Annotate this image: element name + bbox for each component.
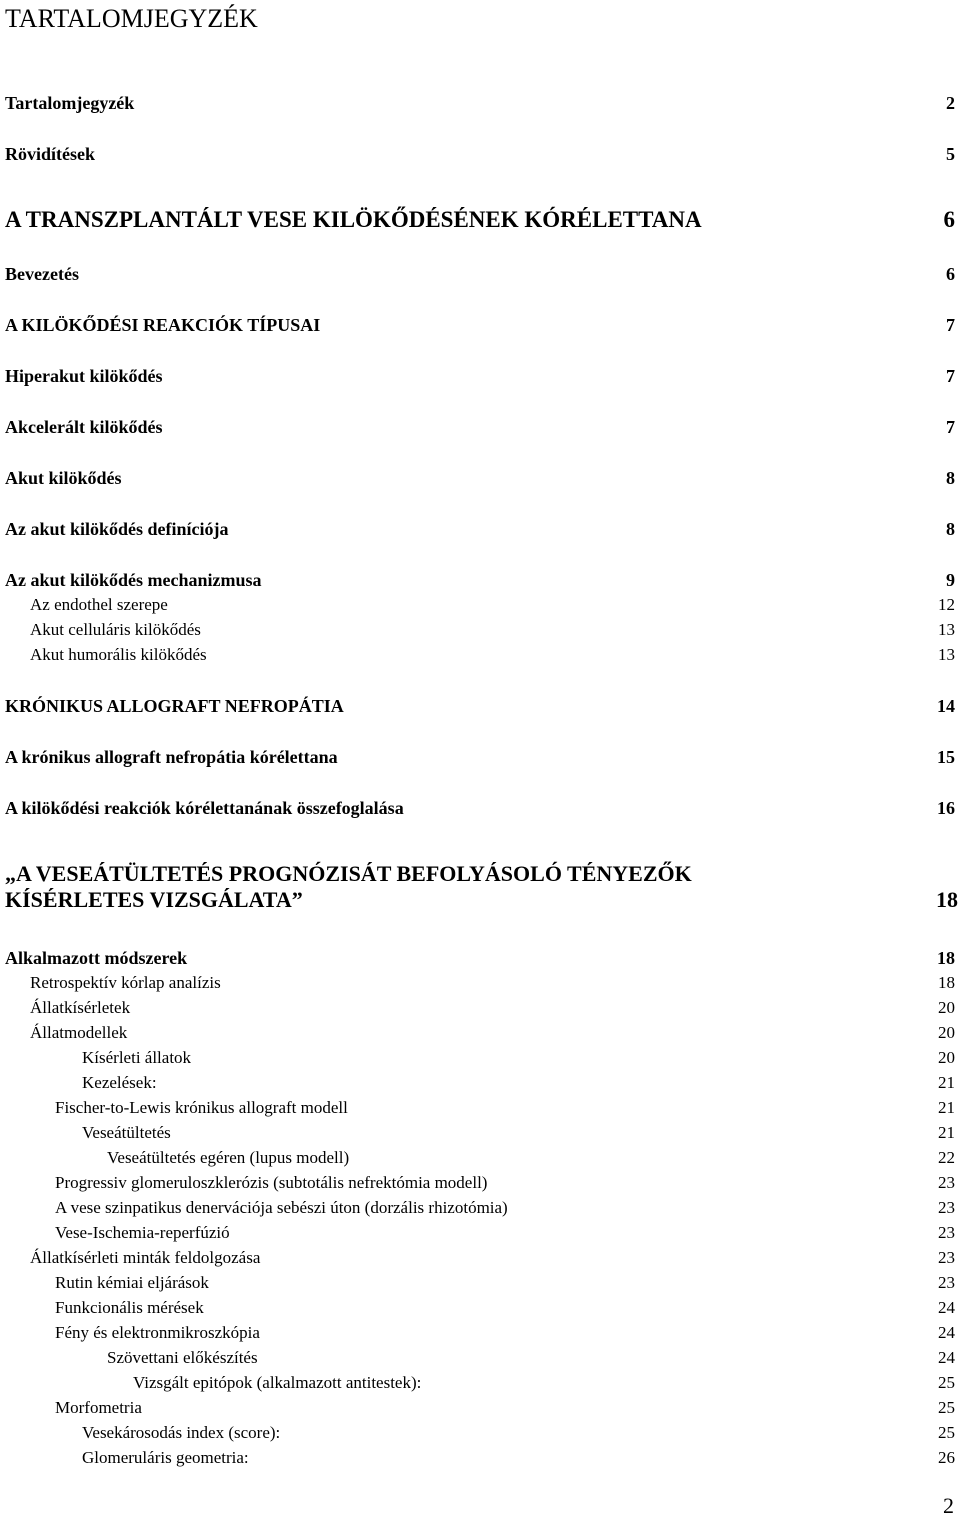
toc-entry-page-number: 22: [938, 1148, 955, 1167]
toc-entry-label: Rövidítések: [5, 144, 95, 164]
toc-entry-label: KRÓNIKUS ALLOGRAFT NEFROPÁTIA: [5, 696, 344, 716]
toc-entry[interactable]: [55, 1322, 955, 1344]
toc-entry[interactable]: [55, 1297, 955, 1319]
toc-entry-label: Akcelerált kilökődés: [5, 417, 163, 437]
toc-entry-page-number: 7: [946, 366, 955, 386]
toc-entry[interactable]: [5, 416, 955, 438]
toc-entry-label: Vesekárosodás index (score):: [82, 1423, 281, 1442]
toc-entry-page-number: 18: [938, 973, 955, 992]
toc-entry[interactable]: [5, 263, 955, 285]
toc-entry-page-number: 25: [938, 1373, 955, 1392]
toc-entry-page-number: 23: [938, 1173, 955, 1192]
toc-entry-page-number: 14: [937, 696, 955, 716]
toc-entry[interactable]: [30, 644, 955, 666]
toc-entry-label: Fischer-to-Lewis krónikus allograft modell: [55, 1098, 348, 1117]
toc-entry-page-number: 2: [946, 93, 955, 113]
toc-entry-page-number: 20: [938, 1023, 955, 1042]
toc-entry-page-number: 20: [938, 1048, 955, 1067]
toc-entry-page-number: 8: [946, 519, 955, 539]
toc-entry-page-number: 21: [938, 1123, 955, 1142]
toc-entry[interactable]: [55, 1172, 955, 1194]
toc-entry[interactable]: [5, 569, 955, 591]
toc-entry[interactable]: [5, 92, 955, 114]
toc-entry[interactable]: [82, 1122, 955, 1144]
toc-entry-page-number: 23: [938, 1248, 955, 1267]
toc-entry-page-number: 24: [938, 1348, 955, 1367]
toc-entry-page-number: 7: [946, 315, 955, 335]
toc-entry-page-number: 26: [938, 1448, 955, 1467]
toc-major-heading-line1: „A VESEÁTÜLTETÉS PROGNÓZISÁT BEFOLYÁSOLÓ TÉNYEZŐK: [5, 861, 692, 886]
toc-major-heading-page: 18: [936, 887, 958, 912]
toc-entry[interactable]: [30, 1247, 955, 1269]
toc-entry-page-number: 23: [938, 1273, 955, 1292]
toc-entry[interactable]: [82, 1422, 955, 1444]
toc-entry[interactable]: [82, 1047, 955, 1069]
toc-entry-label: Akut kilökődés: [5, 468, 122, 488]
toc-entry-page-number: 16: [937, 798, 955, 818]
toc-entry-page-number: 6: [943, 207, 955, 232]
toc-major-heading[interactable]: [5, 861, 958, 913]
toc-entry-label: Állatkísérletek: [30, 998, 131, 1017]
toc-entry[interactable]: [5, 746, 955, 768]
toc-entry-page-number: 25: [938, 1398, 955, 1417]
toc-entry[interactable]: [5, 947, 955, 969]
toc-entry[interactable]: [5, 797, 955, 819]
toc-entry-label: Funkcionális mérések: [55, 1298, 204, 1317]
toc-entry[interactable]: [5, 143, 955, 165]
toc-entry-page-number: 12: [938, 595, 955, 614]
toc-entry-label: Vizsgált epitópok (alkalmazott antitestek):: [133, 1373, 422, 1392]
toc-entry-page-number: 24: [938, 1298, 955, 1317]
toc-entry[interactable]: [55, 1097, 955, 1119]
toc-entry-page-number: 5: [946, 144, 955, 164]
toc-entry-label: Rutin kémiai eljárások: [55, 1273, 209, 1292]
toc-entry-label: Fény és elektronmikroszkópia: [55, 1323, 260, 1342]
toc-entry-page-number: 13: [938, 620, 955, 639]
toc-entry-page-number: 6: [946, 264, 955, 284]
toc-entry[interactable]: [107, 1147, 955, 1169]
toc-entry-label: Glomeruláris geometria:: [82, 1448, 249, 1467]
toc-entry-label: Morfometria: [55, 1398, 142, 1417]
toc-entry[interactable]: [30, 972, 955, 994]
toc-entry[interactable]: [82, 1447, 955, 1469]
toc-entry[interactable]: [5, 365, 955, 387]
toc-entry-page-number: 25: [938, 1423, 955, 1442]
toc-entry[interactable]: [30, 594, 955, 616]
toc-entry[interactable]: [5, 207, 955, 233]
toc-entry-page-number: 23: [938, 1198, 955, 1217]
toc-entry-page-number: 24: [938, 1323, 955, 1342]
toc-entry-label: Veseátültetés egéren (lupus modell): [107, 1148, 350, 1167]
toc-entry-page-number: 8: [946, 468, 955, 488]
toc-entry[interactable]: [5, 695, 955, 717]
toc-entry-label: Az akut kilökődés definíciója: [5, 519, 229, 539]
toc-entry[interactable]: [133, 1372, 955, 1394]
toc-entry-page-number: 21: [938, 1073, 955, 1092]
toc-entry[interactable]: [30, 619, 955, 641]
toc-entry-label: Alkalmazott módszerek: [5, 948, 188, 968]
toc-entry-label: Állatkísérleti minták feldolgozása: [30, 1248, 261, 1267]
toc-entry-label: Akut celluláris kilökődés: [30, 620, 201, 639]
toc-entry-label: Vese-Ischemia-reperfúzió: [55, 1223, 230, 1242]
toc-entry-label: A krónikus allograft nefropátia kórélettana: [5, 747, 338, 767]
page-number: 2: [943, 1493, 954, 1518]
toc-entry[interactable]: [30, 997, 955, 1019]
toc-entry-label: Szövettani előkészítés: [107, 1348, 258, 1367]
toc-entry-label: Állatmodellek: [30, 1023, 128, 1042]
page-title: TARTALOMJEGYZÉK: [5, 4, 258, 33]
toc-entry-page-number: 13: [938, 645, 955, 664]
toc-entry[interactable]: [82, 1072, 955, 1094]
toc-entry[interactable]: [30, 1022, 955, 1044]
toc-entry-page-number: 7: [946, 417, 955, 437]
toc-entry[interactable]: [107, 1347, 955, 1369]
toc-entry-label: A kilökődési reakciók kórélettanának összefoglalása: [5, 798, 404, 818]
toc-entry-label: A vese szinpatikus denervációja sebészi úton (dorzális rhizotómia): [55, 1198, 508, 1217]
toc-entry[interactable]: [55, 1197, 955, 1219]
toc-entry[interactable]: [55, 1397, 955, 1419]
toc-entry-label: Akut humorális kilökődés: [30, 645, 207, 664]
toc-entry-label: Retrospektív kórlap analízis: [30, 973, 221, 992]
toc-entry-page-number: 18: [937, 948, 955, 968]
toc-entry-page-number: 20: [938, 998, 955, 1017]
toc-entry-label: Az endothel szerepe: [30, 595, 168, 614]
toc-entry[interactable]: [5, 467, 955, 489]
toc-entry[interactable]: [55, 1222, 955, 1244]
toc-entry-page-number: 9: [946, 570, 955, 590]
toc-entry-label: Tartalomjegyzék: [5, 93, 135, 113]
toc-major-heading-line2: KÍSÉRLETES VIZSGÁLATA”: [5, 887, 303, 912]
toc-entry-page-number: 21: [938, 1098, 955, 1117]
toc-entry-label: Kezelések:: [82, 1073, 157, 1092]
toc-entry[interactable]: [55, 1272, 955, 1294]
toc-entry-label: Hiperakut kilökődés: [5, 366, 163, 386]
toc-entry[interactable]: [5, 518, 955, 540]
toc-entry-label: Bevezetés: [5, 264, 79, 284]
toc-entry-label: A KILÖKŐDÉSI REAKCIÓK TÍPUSAI: [5, 315, 321, 335]
toc-entry-label: Veseátültetés: [82, 1123, 171, 1142]
toc-entry[interactable]: [5, 314, 955, 336]
toc-entry-label: Progressiv glomeruloszklerózis (subtotális nefrektómia modell): [55, 1173, 488, 1192]
toc-entry-page-number: 15: [937, 747, 955, 767]
toc-entry-label: Az akut kilökődés mechanizmusa: [5, 570, 262, 590]
toc-entry-label: Kísérleti állatok: [82, 1048, 192, 1067]
toc-entry-page-number: 23: [938, 1223, 955, 1242]
toc-entry-label: A TRANSZPLANTÁLT VESE KILÖKŐDÉSÉNEK KÓRÉLETTANA: [5, 207, 702, 232]
